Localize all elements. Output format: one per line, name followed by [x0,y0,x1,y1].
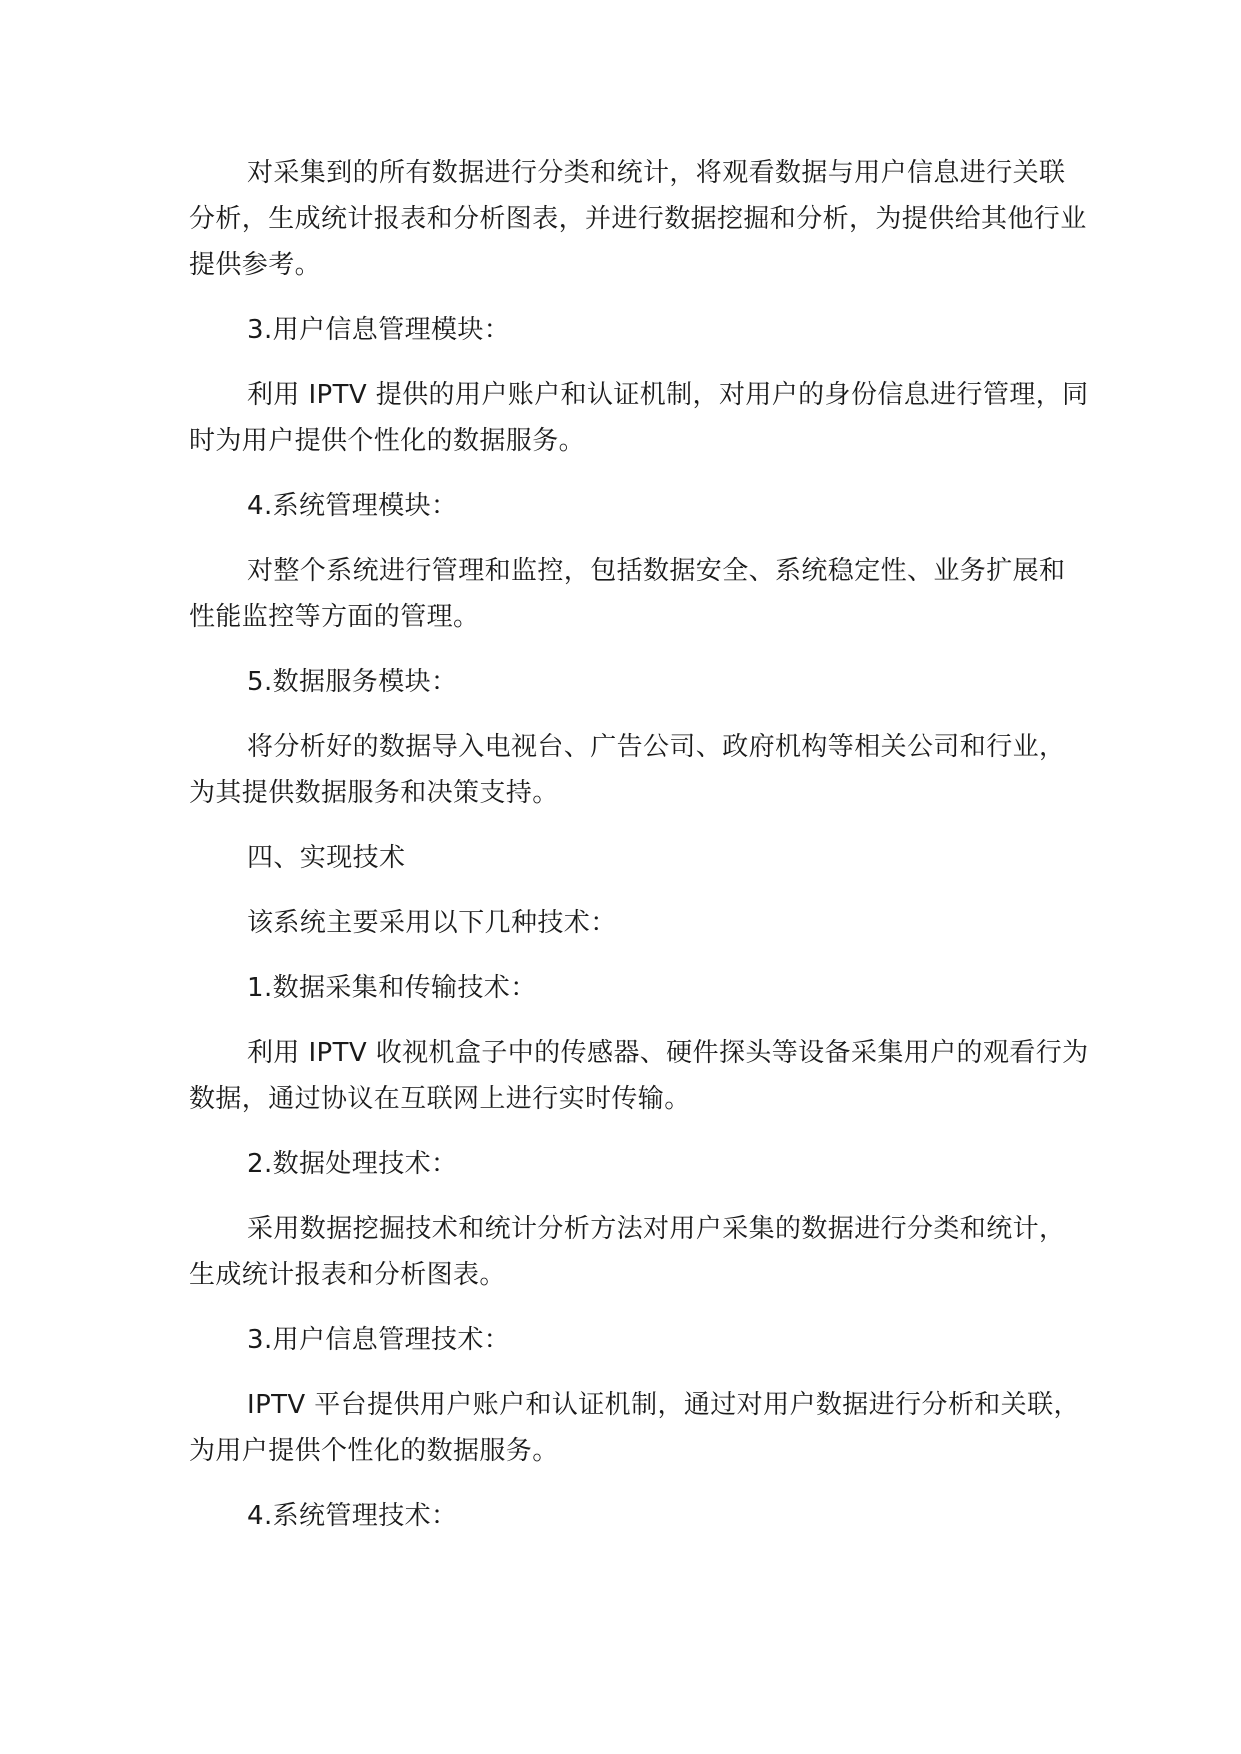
paragraph-data-service-module: 将分析好的数据导入电视台、广告公司、政府机构等相关公司和行业，为其提供数据服务和决策支持。 [189,732,1066,808]
paragraph-tech-intro: 该系统主要采用以下几种技术： [247,908,617,938]
section-heading-implementation: 四、实现技术 [247,843,406,873]
heading-data-collection-tech: 1.数据采集和传输技术： [247,973,537,1003]
heading-system-management-tech: 4.系统管理技术： [247,1501,458,1531]
paragraph-user-info-tech: IPTV 平台提供用户账户和认证机制，通过对用户数据进行分析和关联，为用户提供个性化的数据服务。 [189,1390,1080,1466]
heading-user-info-tech: 3.用户信息管理技术： [247,1325,511,1355]
paragraph-user-info-module: 利用 IPTV 提供的用户账户和认证机制，对用户的身份信息进行管理，同时为用户提供个性化的数据服务。 [189,380,1089,456]
heading-system-management-module: 4.系统管理模块： [247,491,458,521]
heading-user-info-module: 3.用户信息管理模块： [247,315,511,345]
paragraph-system-management-module: 对整个系统进行管理和监控，包括数据安全、系统稳定性、业务扩展和性能监控等方面的管理。 [189,556,1066,632]
paragraph-data-collection-tech: 利用 IPTV 收视机盒子中的传感器、硬件探头等设备采集用户的观看行为数据，通过协议在互联网上进行实时传输。 [189,1038,1089,1114]
heading-data-service-module: 5.数据服务模块： [247,667,458,697]
document-page [189,150,1089,1558]
paragraph-data-processing-tech: 采用数据挖掘技术和统计分析方法对用户采集的数据进行分类和统计，生成统计报表和分析图表。 [189,1214,1066,1290]
heading-data-processing-tech: 2.数据处理技术： [247,1149,458,1179]
paragraph-data-analysis: 对采集到的所有数据进行分类和统计，将观看数据与用户信息进行关联分析，生成统计报表和分析图表，并进行数据挖掘和分析，为提供给其他行业提供参考。 [189,158,1087,280]
